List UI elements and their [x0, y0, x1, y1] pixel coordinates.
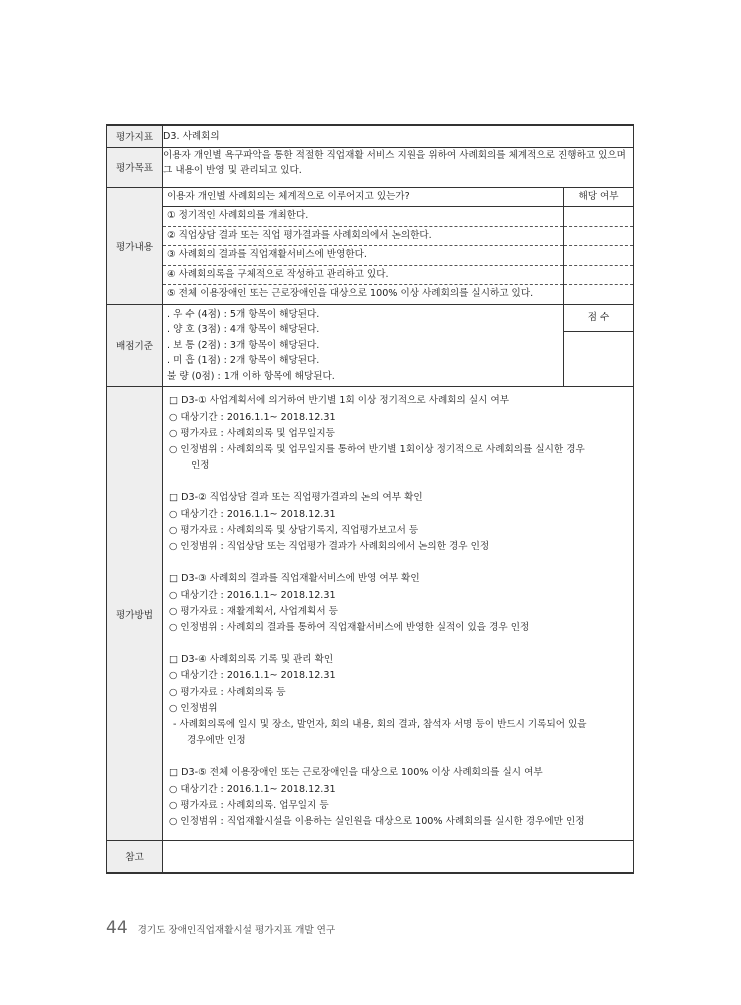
applicable-header: 해당 여부: [564, 188, 633, 208]
method-line: ○ 평가자료 : 사례회의록 등: [169, 686, 286, 698]
indicator-label: 평가지표: [107, 125, 163, 147]
content-question: 이용자 개인별 사례회의는 체계적으로 이루어지고 있는가?: [163, 188, 563, 208]
method-section-5: [169, 765, 629, 830]
method-section-title: □ D3-② 직업상담 결과 또는 직업평가결과의 논의 여부 확인: [169, 492, 423, 504]
content-label: 평가내용: [107, 187, 163, 304]
note-label: 참고: [107, 841, 163, 873]
method-section-2: [169, 490, 629, 555]
method-line: ○ 대상기간 : 2016.1.1~ 2018.12.31: [169, 589, 336, 601]
page-footer: [106, 918, 335, 938]
criteria-item-2: . 양 호 (3점) : 4개 항목이 해당된다.: [167, 324, 320, 336]
content-item-4: ④ 사례회의록을 구체적으로 작성하고 관리하고 있다.: [163, 266, 563, 286]
content-item-1: ① 정기적인 사례회의를 개최한다.: [163, 207, 563, 227]
score-header: 점 수: [564, 305, 633, 332]
method-line: ○ 인정범위 : 사례회의 결과를 통하여 직업재활서비스에 반영한 실적이 있을 경우 인정: [169, 621, 530, 633]
method-section-title: □ D3-⑤ 전체 이용장애인 또는 근로장애인을 대상으로 100% 이상 사례회의를 실시 여부: [169, 767, 543, 779]
content-item-2: ② 직업상담 결과 또는 직업 평가결과를 사례회의에서 논의한다.: [163, 227, 563, 247]
applicable-cell-2: [564, 227, 633, 247]
indicator-value: D3. 사례회의: [163, 125, 634, 147]
goal-label: 평가목표: [107, 147, 163, 187]
content-cell: [163, 187, 634, 304]
content-item-5: ⑤ 전체 이용장애인 또는 근로장애인을 대상으로 100% 이상 사례회의를 실시하고 있다.: [167, 288, 534, 299]
note-cell: [163, 841, 634, 873]
applicable-cell-4: [564, 266, 633, 286]
method-section-title: □ D3-① 사업계획서에 의거하여 반기별 1회 이상 정기적으로 사례회의 실시 여부: [169, 395, 509, 407]
content-item-3: ③ 사례회의 결과를 직업재활서비스에 반영한다.: [163, 246, 563, 266]
method-cell: [163, 387, 634, 841]
method-line: ○ 대상기간 : 2016.1.1~ 2018.12.31: [169, 670, 336, 682]
method-line: ○ 인정범위 : 직업상담 또는 직업평가 결과가 사례회의에서 논의한 경우 인정: [169, 541, 490, 553]
applicable-cell-5: [564, 285, 633, 304]
applicable-cell-1: [564, 207, 633, 227]
method-line: ○ 평가자료 : 사례회의록 및 업무일지등: [169, 427, 335, 439]
method-line: ○ 인정범위 : 사례회의록 및 업무일지를 통하여 반기별 1회이상 정기적으로 사례회의를 실시한 경우: [169, 444, 585, 456]
method-line: ○ 대상기간 : 2016.1.1~ 2018.12.31: [169, 508, 336, 520]
method-section-title: □ D3-④ 사례회의록 기록 및 관리 확인: [169, 654, 334, 666]
method-section-title: □ D3-③ 사례회의 결과를 직업재활서비스에 반영 여부 확인: [169, 573, 420, 585]
goal-text: 이용자 개인별 욕구파악을 통한 적절한 직업재활 서비스 지원을 위하여 사례회의를 체계적으로 진행하고 있으며 그 내용이 반영 및 관리되고 있다.: [163, 147, 634, 187]
criteria-item-3: . 보 통 (2점) : 3개 항목이 해당된다.: [167, 339, 320, 351]
method-line: - 사례회의록에 일시 및 장소, 발언자, 회의 내용, 회의 결과, 참석자 서명 등이 반드시 기록되어 있을: [173, 718, 587, 730]
criteria-item-1: . 우 수 (4점) : 5개 항목이 해당된다.: [167, 308, 320, 320]
method-line-continuation: 경우에만 인정: [187, 735, 246, 747]
method-line: ○ 대상기간 : 2016.1.1~ 2018.12.31: [169, 783, 336, 795]
applicable-cell-3: [564, 246, 633, 266]
method-line: ○ 평가자료 : 재활계획서, 사업계획서 등: [169, 605, 338, 617]
method-line: ○ 대상기간 : 2016.1.1~ 2018.12.31: [169, 411, 336, 423]
method-section-1: [169, 393, 629, 474]
page-number: 44: [106, 918, 128, 938]
criteria-item-4: . 미 흡 (1점) : 2개 항목이 해당된다.: [167, 355, 320, 367]
method-label: 평가방법: [107, 387, 163, 841]
method-line: ○ 평가자료 : 사례회의록. 업무일지 등: [169, 799, 329, 811]
criteria-cell: [163, 304, 634, 387]
evaluation-table: [106, 124, 634, 874]
method-line: ○ 평가자료 : 사례회의록 및 상담기록지, 직업평가보고서 등: [169, 524, 419, 536]
criteria-label: 배점기준: [107, 304, 163, 387]
method-line-continuation: 인정: [191, 460, 210, 472]
method-section-4: [169, 652, 629, 749]
method-line: ○ 인정범위 : 직업재활시설을 이용하는 실인원을 대상으로 100% 사례회의를 실시한 경우에만 인정: [169, 815, 585, 827]
method-section-3: [169, 571, 629, 636]
criteria-item-5: 불 량 (0점) : 1개 이하 항목에 해당된다.: [167, 370, 335, 382]
method-line: ○ 인정범위: [169, 702, 218, 714]
footer-title: 경기도 장애인직업재활시설 평가지표 개발 연구: [137, 925, 336, 936]
